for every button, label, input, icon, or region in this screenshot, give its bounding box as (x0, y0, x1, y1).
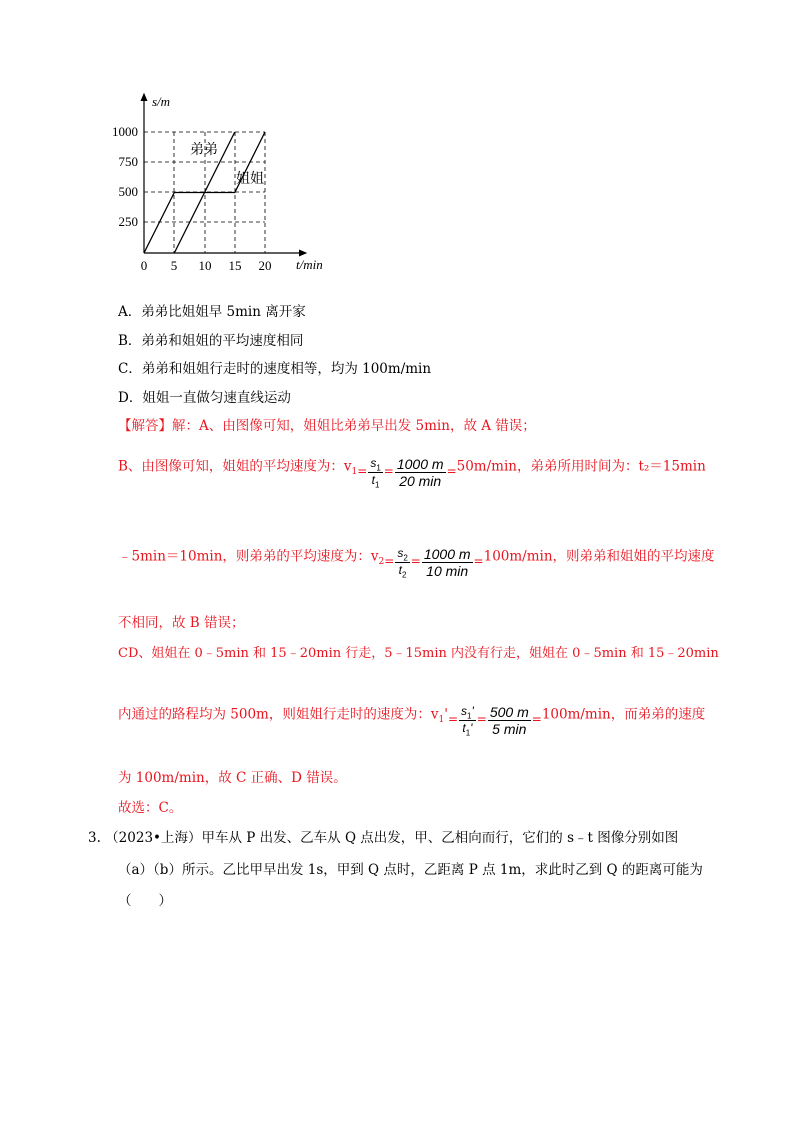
frac-s1-t1: $\frac{s_1}{t_1}$ (370, 456, 381, 490)
question3-line2: （a）（b）所示。乙比甲早出发 1s，甲到 Q 点时，乙距离 P 点 1m，求此时乙到 Q 的距离可能为 (118, 862, 703, 878)
option-a: A．弟弟比姐姐早 5min 离开家 (118, 304, 306, 320)
label-didi: 弟弟 (190, 143, 218, 158)
frac-500-5: $\frac{500 m}{5 \min}$ (489, 704, 529, 738)
option-c: C．弟弟和姐姐行走时的速度相等，均为 100m/min (118, 361, 432, 377)
x-axis-label: t/min (296, 257, 323, 272)
x-tick-15: 15 (228, 258, 242, 273)
answer-line-a: 【解答】解：A、由图像可知，姐姐比弟弟早出发 5min，故 A 错误； (118, 418, 536, 434)
x-tick-0: 0 (140, 258, 148, 273)
option-b: B．弟弟和姐姐的平均速度相同 (118, 333, 304, 349)
label-jiejie: 姐姐 (236, 172, 264, 187)
answer-line-b: B、由图像可知，姐姐的平均速度为：$v_1=$ $\frac{s_1}{t_1}$ = $\frac{1000 m}{20 \min}$ =50m/min，弟弟所用时间为：t₂＝15min (118, 456, 706, 490)
answer-line-notsame: 不相同，故 B 错误； (118, 615, 245, 631)
question3-line1: 3. （2023•上海）甲车从 P 出发、乙车从 Q 点出发，甲、乙相向而行，它们的 s﹣t 图像分别如图 (88, 830, 679, 846)
y-tick-500: 500 (118, 184, 138, 199)
graph-svg (108, 88, 338, 278)
y-tick-1000: 1000 (112, 124, 138, 139)
frac-s2-t2: $\frac{s_2}{t_2}$ (397, 546, 408, 580)
question3-line3: （ ） (118, 893, 172, 909)
answer-line-b2: ﹣5min＝10min，则弟弟的平均速度为：$v_2=$ $\frac{s_2}{t_2}$ = $\frac{1000 m}{10 \min}$ =100m/min，则弟弟和姐姐的平均速度 (118, 546, 715, 580)
x-tick-10: 10 (198, 258, 212, 273)
frac-s1p-t1p: $\frac{s_1'}{t_1'}$ (461, 704, 474, 738)
answer-line-choice: 故选：C。 (118, 800, 183, 816)
y-tick-250: 250 (118, 214, 138, 229)
frac-1000-20: $\frac{1000 m}{20 \min}$ (396, 456, 444, 490)
y-axis-label: s/m (152, 94, 171, 109)
x-tick-5: 5 (170, 258, 178, 273)
answer-line-final: 为 100m/min，故 C 正确、D 错误。 (118, 770, 347, 786)
frac-1000-10: $\frac{1000 m}{10 \min}$ (423, 546, 471, 580)
answer-line-d: 内通过的路程均为 500m，则姐姐行走时的速度为：$v_1'=$ $\frac{s_1'}{t_1'}$ = $\frac{500 m}{5 \min}$ =100m/min，而弟弟的速度 (118, 704, 706, 738)
x-tick-20: 20 (258, 258, 272, 273)
option-d: D．姐姐一直做匀速直线运动 (118, 390, 291, 406)
s-t-graph (108, 88, 338, 282)
answer-line-cd: CD、姐姐在 0﹣5min 和 15﹣20min 行走，5﹣15min 内没有行走，姐姐在 0﹣5min 和 15﹣20min (118, 646, 719, 661)
y-tick-750: 750 (118, 154, 138, 169)
